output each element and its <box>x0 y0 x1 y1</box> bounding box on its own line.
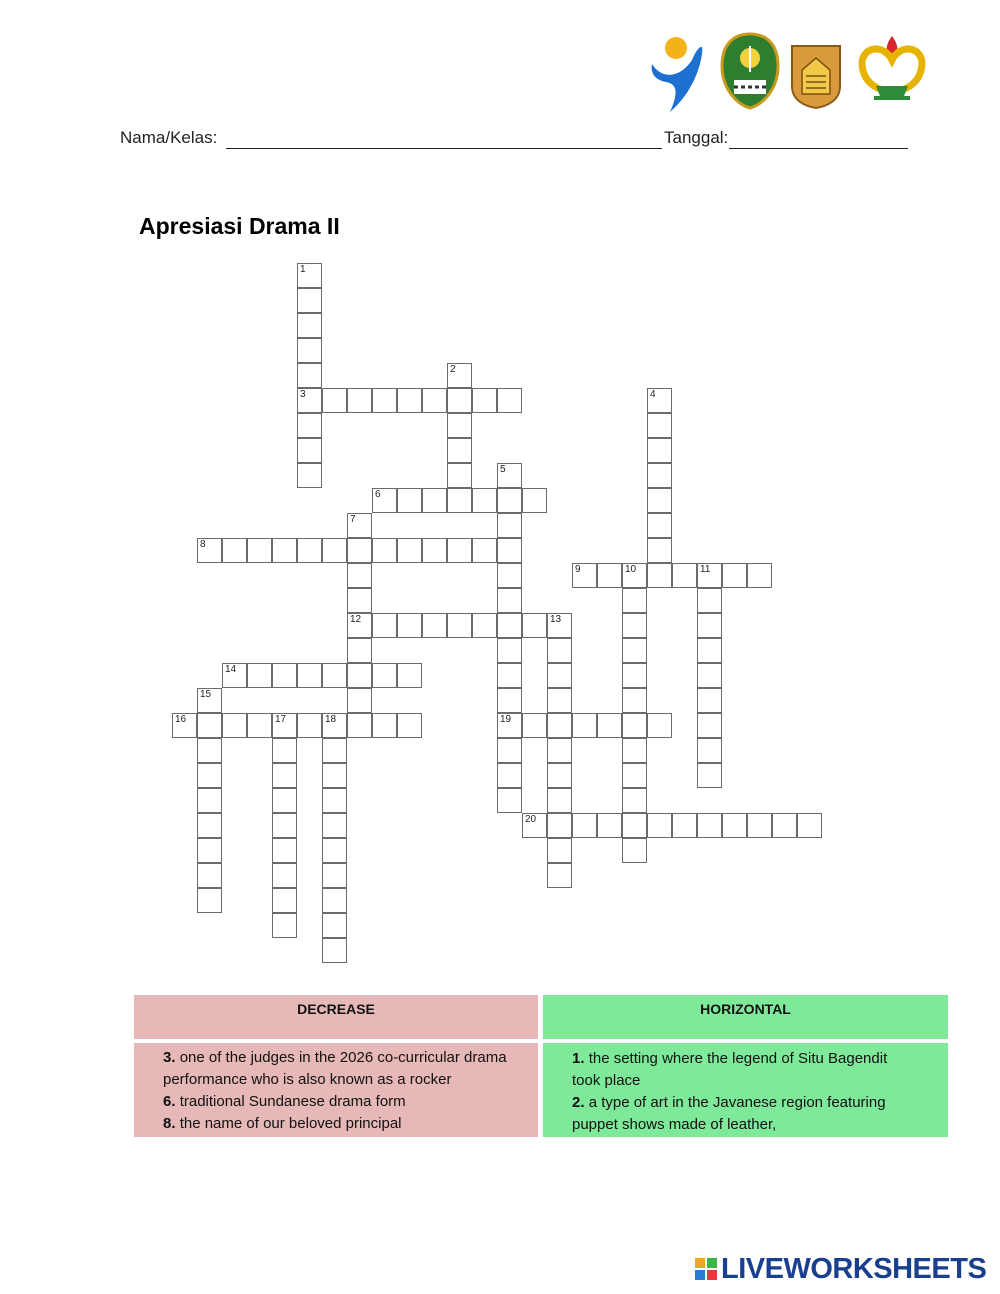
clue-number: 20 <box>525 814 537 825</box>
crossword-cell[interactable] <box>547 788 572 813</box>
crossword-cell[interactable] <box>547 613 572 638</box>
horizontal-clues <box>543 1043 948 1137</box>
crossword-cell[interactable] <box>347 588 372 613</box>
clue-across-1: 1. the setting where the legend of Situ Bagendit took place <box>572 1050 888 1089</box>
crossword-cell[interactable] <box>397 613 422 638</box>
crossword-cell[interactable] <box>322 838 347 863</box>
clue-number: 8 <box>200 539 206 550</box>
crossword-cell[interactable] <box>322 863 347 888</box>
crossword-cell[interactable] <box>347 563 372 588</box>
clue-down-3: 3. one of the judges in the 2026 co-curricular drama performance who is also known as a rocker <box>163 1049 507 1088</box>
crossword-cell[interactable] <box>697 688 722 713</box>
crossword-cell[interactable] <box>697 638 722 663</box>
crossword-cell[interactable] <box>197 738 222 763</box>
crossword-cell[interactable] <box>647 413 672 438</box>
crossword-cell[interactable] <box>497 638 522 663</box>
crossword-cell[interactable] <box>347 513 372 538</box>
crossword-cell[interactable] <box>547 688 572 713</box>
crossword-cell[interactable] <box>622 613 647 638</box>
crossword-cell[interactable] <box>472 488 497 513</box>
crossword-cell[interactable] <box>247 713 272 738</box>
crossword-cell[interactable] <box>647 463 672 488</box>
clue-number: 6 <box>375 489 381 500</box>
west-java-emblem-icon <box>720 32 780 110</box>
crossword-cell[interactable] <box>197 788 222 813</box>
crossword-cell[interactable] <box>447 488 472 513</box>
clue-down-6: 6. traditional Sundanese drama form <box>163 1093 406 1110</box>
crossword-cell[interactable] <box>497 613 522 638</box>
crossword-cell[interactable] <box>322 913 347 938</box>
crossword-cell[interactable] <box>547 638 572 663</box>
crossword-cell[interactable] <box>272 663 297 688</box>
crossword-cell[interactable] <box>622 813 647 838</box>
clue-number: 13 <box>550 614 562 625</box>
crossword-cell[interactable] <box>372 713 397 738</box>
crossword-cell[interactable] <box>197 538 222 563</box>
crossword-cell[interactable] <box>297 438 322 463</box>
crossword-cell[interactable] <box>222 713 247 738</box>
crossword-cell[interactable] <box>522 713 547 738</box>
worksheet-title: Apresiasi Drama II <box>139 213 340 239</box>
crossword-cell[interactable] <box>697 738 722 763</box>
crossword-cell[interactable] <box>397 488 422 513</box>
crossword-cell[interactable] <box>522 488 547 513</box>
crossword-cell[interactable] <box>372 488 397 513</box>
crossword-cell[interactable] <box>622 838 647 863</box>
crossword-cell[interactable] <box>497 563 522 588</box>
crossword-cell[interactable] <box>372 613 397 638</box>
crossword-cell[interactable] <box>347 638 372 663</box>
clue-number: 4 <box>650 389 656 400</box>
crossword-cell[interactable] <box>572 563 597 588</box>
decrease-heading: DECREASE <box>134 995 538 1039</box>
clue-number: 12 <box>350 614 362 625</box>
clue-number: 11 <box>700 564 711 575</box>
clue-number: 7 <box>350 514 356 525</box>
crossword-cell[interactable] <box>272 738 297 763</box>
crossword-cell[interactable] <box>272 763 297 788</box>
crossword-cell[interactable] <box>547 813 572 838</box>
clue-number: 14 <box>225 664 237 675</box>
crossword-cell[interactable] <box>472 538 497 563</box>
crossword-cell[interactable] <box>572 813 597 838</box>
crossword-cell[interactable] <box>647 488 672 513</box>
crossword-cell[interactable] <box>497 663 522 688</box>
crossword-cell[interactable] <box>297 388 322 413</box>
crossword-cell[interactable] <box>247 538 272 563</box>
crossword-cell[interactable] <box>547 838 572 863</box>
crossword-cell[interactable] <box>272 538 297 563</box>
crossword-cell[interactable] <box>322 788 347 813</box>
crossword-cell[interactable] <box>497 688 522 713</box>
crossword-cell[interactable] <box>422 488 447 513</box>
crossword-cell[interactable] <box>697 563 722 588</box>
crossword-cell[interactable] <box>197 713 222 738</box>
crossword-cell[interactable] <box>647 538 672 563</box>
crossword-cell[interactable] <box>197 688 222 713</box>
crossword-cell[interactable] <box>397 538 422 563</box>
clue-number: 1 <box>300 264 306 275</box>
crossword-cell[interactable] <box>497 513 522 538</box>
crossword-cell[interactable] <box>322 763 347 788</box>
brand-name: LIVEWORKSHEETS <box>721 1253 987 1285</box>
gapura-emblem-icon <box>788 40 844 110</box>
crossword-cell[interactable] <box>347 713 372 738</box>
liveworksheets-logo-icon <box>695 1258 717 1280</box>
crossword-cell[interactable] <box>547 713 572 738</box>
horizontal-heading: HORIZONTAL <box>543 995 948 1039</box>
crossword-cell[interactable] <box>672 563 697 588</box>
crossword-cell[interactable] <box>197 838 222 863</box>
crossword-cell[interactable] <box>297 713 322 738</box>
crossword-cell[interactable] <box>547 763 572 788</box>
crossword-cell[interactable] <box>497 538 522 563</box>
crossword-cell[interactable] <box>372 538 397 563</box>
crossword-cell[interactable] <box>672 813 697 838</box>
crossword-cell[interactable] <box>647 563 672 588</box>
clue-number: 19 <box>500 714 512 725</box>
crossword-cell[interactable] <box>622 563 647 588</box>
crossword-cell[interactable] <box>472 388 497 413</box>
crossword-cell[interactable] <box>297 263 322 288</box>
crossword-cell[interactable] <box>597 813 622 838</box>
crossword-cell[interactable] <box>322 938 347 963</box>
crossword-cell[interactable] <box>622 638 647 663</box>
crossword-cell[interactable] <box>497 388 522 413</box>
crossword-cell[interactable] <box>497 763 522 788</box>
crossword-cell[interactable] <box>547 863 572 888</box>
clue-number: 10 <box>625 564 637 575</box>
clue-number: 3 <box>300 389 306 400</box>
crossword-cell[interactable] <box>522 813 547 838</box>
crossword-cell[interactable] <box>272 788 297 813</box>
clue-number: 18 <box>325 714 337 725</box>
crossword-cell[interactable] <box>297 413 322 438</box>
clue-number: 15 <box>200 689 212 700</box>
crossword-cell[interactable] <box>647 388 672 413</box>
crossword-cell[interactable] <box>347 613 372 638</box>
crossword-cell[interactable] <box>697 813 722 838</box>
crossword-cell[interactable] <box>697 713 722 738</box>
crossword-cell[interactable] <box>422 613 447 638</box>
clue-number: 17 <box>275 714 287 725</box>
clue-across-2: 2. a type of art in the Javanese region featuring puppet shows made of leather, <box>572 1094 886 1133</box>
crossword-cell[interactable] <box>747 813 772 838</box>
crossword-cell[interactable] <box>622 588 647 613</box>
crossword-cell[interactable] <box>447 363 472 388</box>
crossword-cell[interactable] <box>247 663 272 688</box>
crossword-cell[interactable] <box>447 463 472 488</box>
crossword-cell[interactable] <box>372 388 397 413</box>
crossword-cell[interactable] <box>222 663 247 688</box>
crossword-cell[interactable] <box>772 813 797 838</box>
crossword-cell[interactable] <box>297 338 322 363</box>
crossword-cell[interactable] <box>297 363 322 388</box>
crossword-cell[interactable] <box>547 738 572 763</box>
clue-number: 16 <box>175 714 187 725</box>
crossword-cell[interactable] <box>622 788 647 813</box>
crossword-cell[interactable] <box>372 663 397 688</box>
crossword-cell[interactable] <box>497 463 522 488</box>
swirl-logo-icon <box>648 34 708 112</box>
crossword-cell[interactable] <box>322 388 347 413</box>
crossword-cell[interactable] <box>297 313 322 338</box>
crossword-cell[interactable] <box>347 388 372 413</box>
crossword-cell[interactable] <box>497 738 522 763</box>
crossword-cell[interactable] <box>447 613 472 638</box>
crossword-cell[interactable] <box>647 438 672 463</box>
crossword-cell[interactable] <box>622 688 647 713</box>
crossword-cell[interactable] <box>647 513 672 538</box>
crossword-cell[interactable] <box>272 913 297 938</box>
date-label: Tanggal: <box>664 128 729 147</box>
crossword-cell[interactable] <box>197 863 222 888</box>
crossword-cell[interactable] <box>697 613 722 638</box>
crossword-cell[interactable] <box>272 813 297 838</box>
crossword-cell[interactable] <box>197 813 222 838</box>
crossword-cell[interactable] <box>297 463 322 488</box>
crossword-cell[interactable] <box>622 713 647 738</box>
crossword-cell[interactable] <box>622 763 647 788</box>
clue-number: 5 <box>500 464 506 475</box>
crossword-cell[interactable] <box>322 663 347 688</box>
crossword-cell[interactable] <box>547 663 572 688</box>
crossword-cell[interactable] <box>497 588 522 613</box>
name-class-label: Nama/Kelas: <box>120 128 218 147</box>
crossword-cell[interactable] <box>322 813 347 838</box>
crossword-cell[interactable] <box>597 713 622 738</box>
name-class-field[interactable] <box>226 148 662 149</box>
crossword-cell[interactable] <box>322 888 347 913</box>
clue-down-8: 8. the name of our beloved principal <box>163 1115 402 1132</box>
crossword-cell[interactable] <box>272 838 297 863</box>
crossword-cell[interactable] <box>697 663 722 688</box>
logo-strip <box>648 30 938 115</box>
crossword-cell[interactable] <box>447 538 472 563</box>
crossword-cell[interactable] <box>447 413 472 438</box>
crossword-cell[interactable] <box>272 713 297 738</box>
crossword-cell[interactable] <box>197 888 222 913</box>
crossword-cell[interactable] <box>447 438 472 463</box>
crossword-cell[interactable] <box>722 563 747 588</box>
sundanese-emblem-icon <box>854 32 930 110</box>
crossword-cell[interactable] <box>297 663 322 688</box>
crossword-cell[interactable] <box>797 813 822 838</box>
crossword-cell[interactable] <box>322 713 347 738</box>
crossword-cell[interactable] <box>472 613 497 638</box>
crossword-cell[interactable] <box>347 688 372 713</box>
crossword-cell[interactable] <box>322 538 347 563</box>
crossword-cell[interactable] <box>572 713 597 738</box>
crossword-cell[interactable] <box>397 713 422 738</box>
crossword-cell[interactable] <box>747 563 772 588</box>
crossword-cell[interactable] <box>297 288 322 313</box>
crossword-cell[interactable] <box>622 738 647 763</box>
clue-number: 9 <box>575 564 581 575</box>
crossword-cell[interactable] <box>322 738 347 763</box>
crossword-cell[interactable] <box>272 863 297 888</box>
crossword-cell[interactable] <box>422 538 447 563</box>
crossword-cell[interactable] <box>422 388 447 413</box>
crossword-cell[interactable] <box>697 763 722 788</box>
crossword-cell[interactable] <box>722 813 747 838</box>
crossword-cell[interactable] <box>397 388 422 413</box>
crossword-cell[interactable] <box>697 588 722 613</box>
decrease-clues <box>134 1043 538 1137</box>
crossword-cell[interactable] <box>447 388 472 413</box>
date-field[interactable] <box>729 148 908 149</box>
crossword-cell[interactable] <box>222 538 247 563</box>
crossword-cell[interactable] <box>497 488 522 513</box>
crossword-cell[interactable] <box>647 813 672 838</box>
crossword-cell[interactable] <box>397 663 422 688</box>
crossword-cell[interactable] <box>497 713 522 738</box>
crossword-cell[interactable] <box>647 713 672 738</box>
crossword-cell[interactable] <box>522 613 547 638</box>
clue-number: 2 <box>450 364 456 375</box>
crossword-cell[interactable] <box>297 538 322 563</box>
crossword-cell[interactable] <box>597 563 622 588</box>
crossword-cell[interactable] <box>272 888 297 913</box>
crossword-cell[interactable] <box>197 763 222 788</box>
crossword-cell[interactable] <box>347 663 372 688</box>
crossword-cell[interactable] <box>172 713 197 738</box>
crossword-cell[interactable] <box>347 538 372 563</box>
crossword-cell[interactable] <box>622 663 647 688</box>
crossword-cell[interactable] <box>497 788 522 813</box>
